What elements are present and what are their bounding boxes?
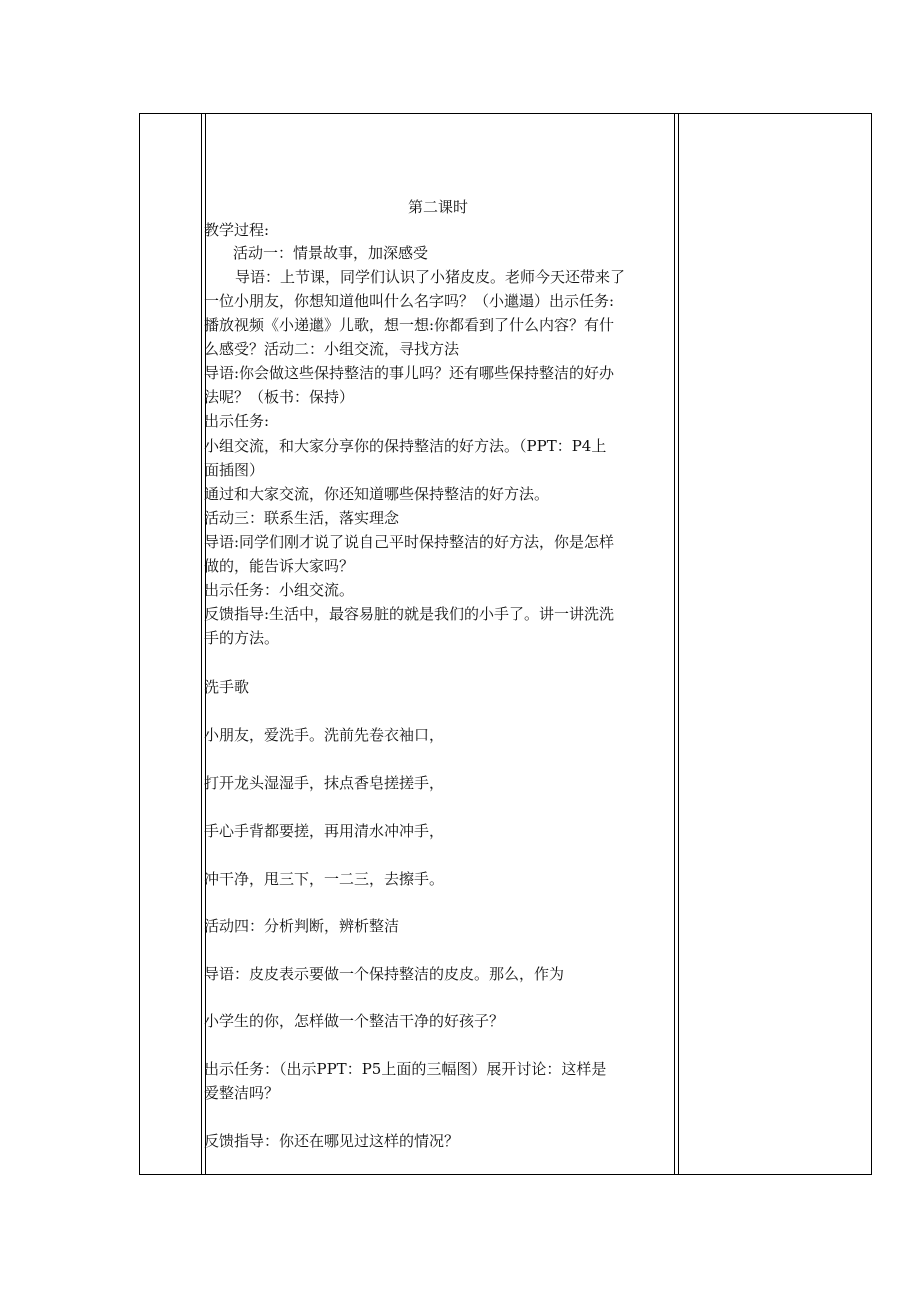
column-divider <box>678 114 679 1174</box>
text-line: 小组交流，和大家分享你的保持整洁的好方法。（PPT：P4上 <box>204 437 607 455</box>
text-line: 爱整洁吗？ <box>204 1084 280 1102</box>
song-title: 洗手歌 <box>204 678 250 696</box>
song-line: 小朋友，爱洗手。洗前先卷衣袖口， <box>204 726 445 744</box>
text-line: 做的，能告诉大家吗？ <box>204 557 355 575</box>
text-line: 教学过程: <box>204 221 270 239</box>
text-line: 出示任务: <box>204 412 270 430</box>
column-divider <box>674 114 675 1174</box>
text-line: 反馈指导:生活中，最容易脏的就是我们的小手了。讲一讲洗洗 <box>204 605 615 623</box>
activity-heading: 活动一：情景故事，加深感受 <box>233 244 429 262</box>
text-line: 出示任务：小组交流。 <box>204 581 355 599</box>
text-line: 播放视频《小递邋》儿歌，想一想:你都看到了什么内容？有什 <box>204 316 615 334</box>
lesson-title: 第二课时 <box>407 198 468 216</box>
activity-heading: 活动四：分析判断，辨析整洁 <box>204 917 400 935</box>
text-line: 一位小朋友，你想知道他叫什么名字吗？（小邋遢）出示任务: <box>204 292 615 310</box>
text-line: 么感受？活动二：小组交流，寻找方法 <box>204 340 460 358</box>
text-line: 反馈指导：你还在哪见过这样的情况？ <box>204 1132 460 1150</box>
column-divider <box>201 114 202 1174</box>
activity-heading: 活动三：联系生活，落实理念 <box>204 509 400 527</box>
text-line: 导语:同学们刚才说了说自己平时保持整洁的好方法，你是怎样 <box>204 533 615 551</box>
text-line: 导语：皮皮表示要做一个保持整洁的皮皮。那么，作为 <box>204 965 565 983</box>
text-line: 导语:你会做这些保持整洁的事儿吗？还有哪些保持整洁的好办 <box>204 364 615 382</box>
text-line: 法呢？（板书：保持） <box>204 388 355 406</box>
lesson-content-cell <box>204 113 672 1175</box>
text-line: 出示任务：（出示PPT：P5上面的三幅图）展开讨论：这样是 <box>204 1060 607 1078</box>
text-line: 导语：上节课，同学们认识了小猪皮皮。老师今天还带来了 <box>235 268 626 286</box>
song-line: 手心手背都要搓，再用清水冲冲手， <box>204 822 445 840</box>
text-line: 面插图） <box>204 461 265 479</box>
song-line: 冲干净，甩三下，一二三，去擦手。 <box>204 870 445 888</box>
song-line: 打开龙头湿湿手，抹点香皂搓搓手， <box>204 774 445 792</box>
text-line: 手的方法。 <box>204 629 280 647</box>
text-line: 通过和大家交流，你还知道哪些保持整洁的好方法。 <box>204 485 550 503</box>
text-line: 小学生的你，怎样做一个整洁干净的好孩子？ <box>204 1012 505 1030</box>
